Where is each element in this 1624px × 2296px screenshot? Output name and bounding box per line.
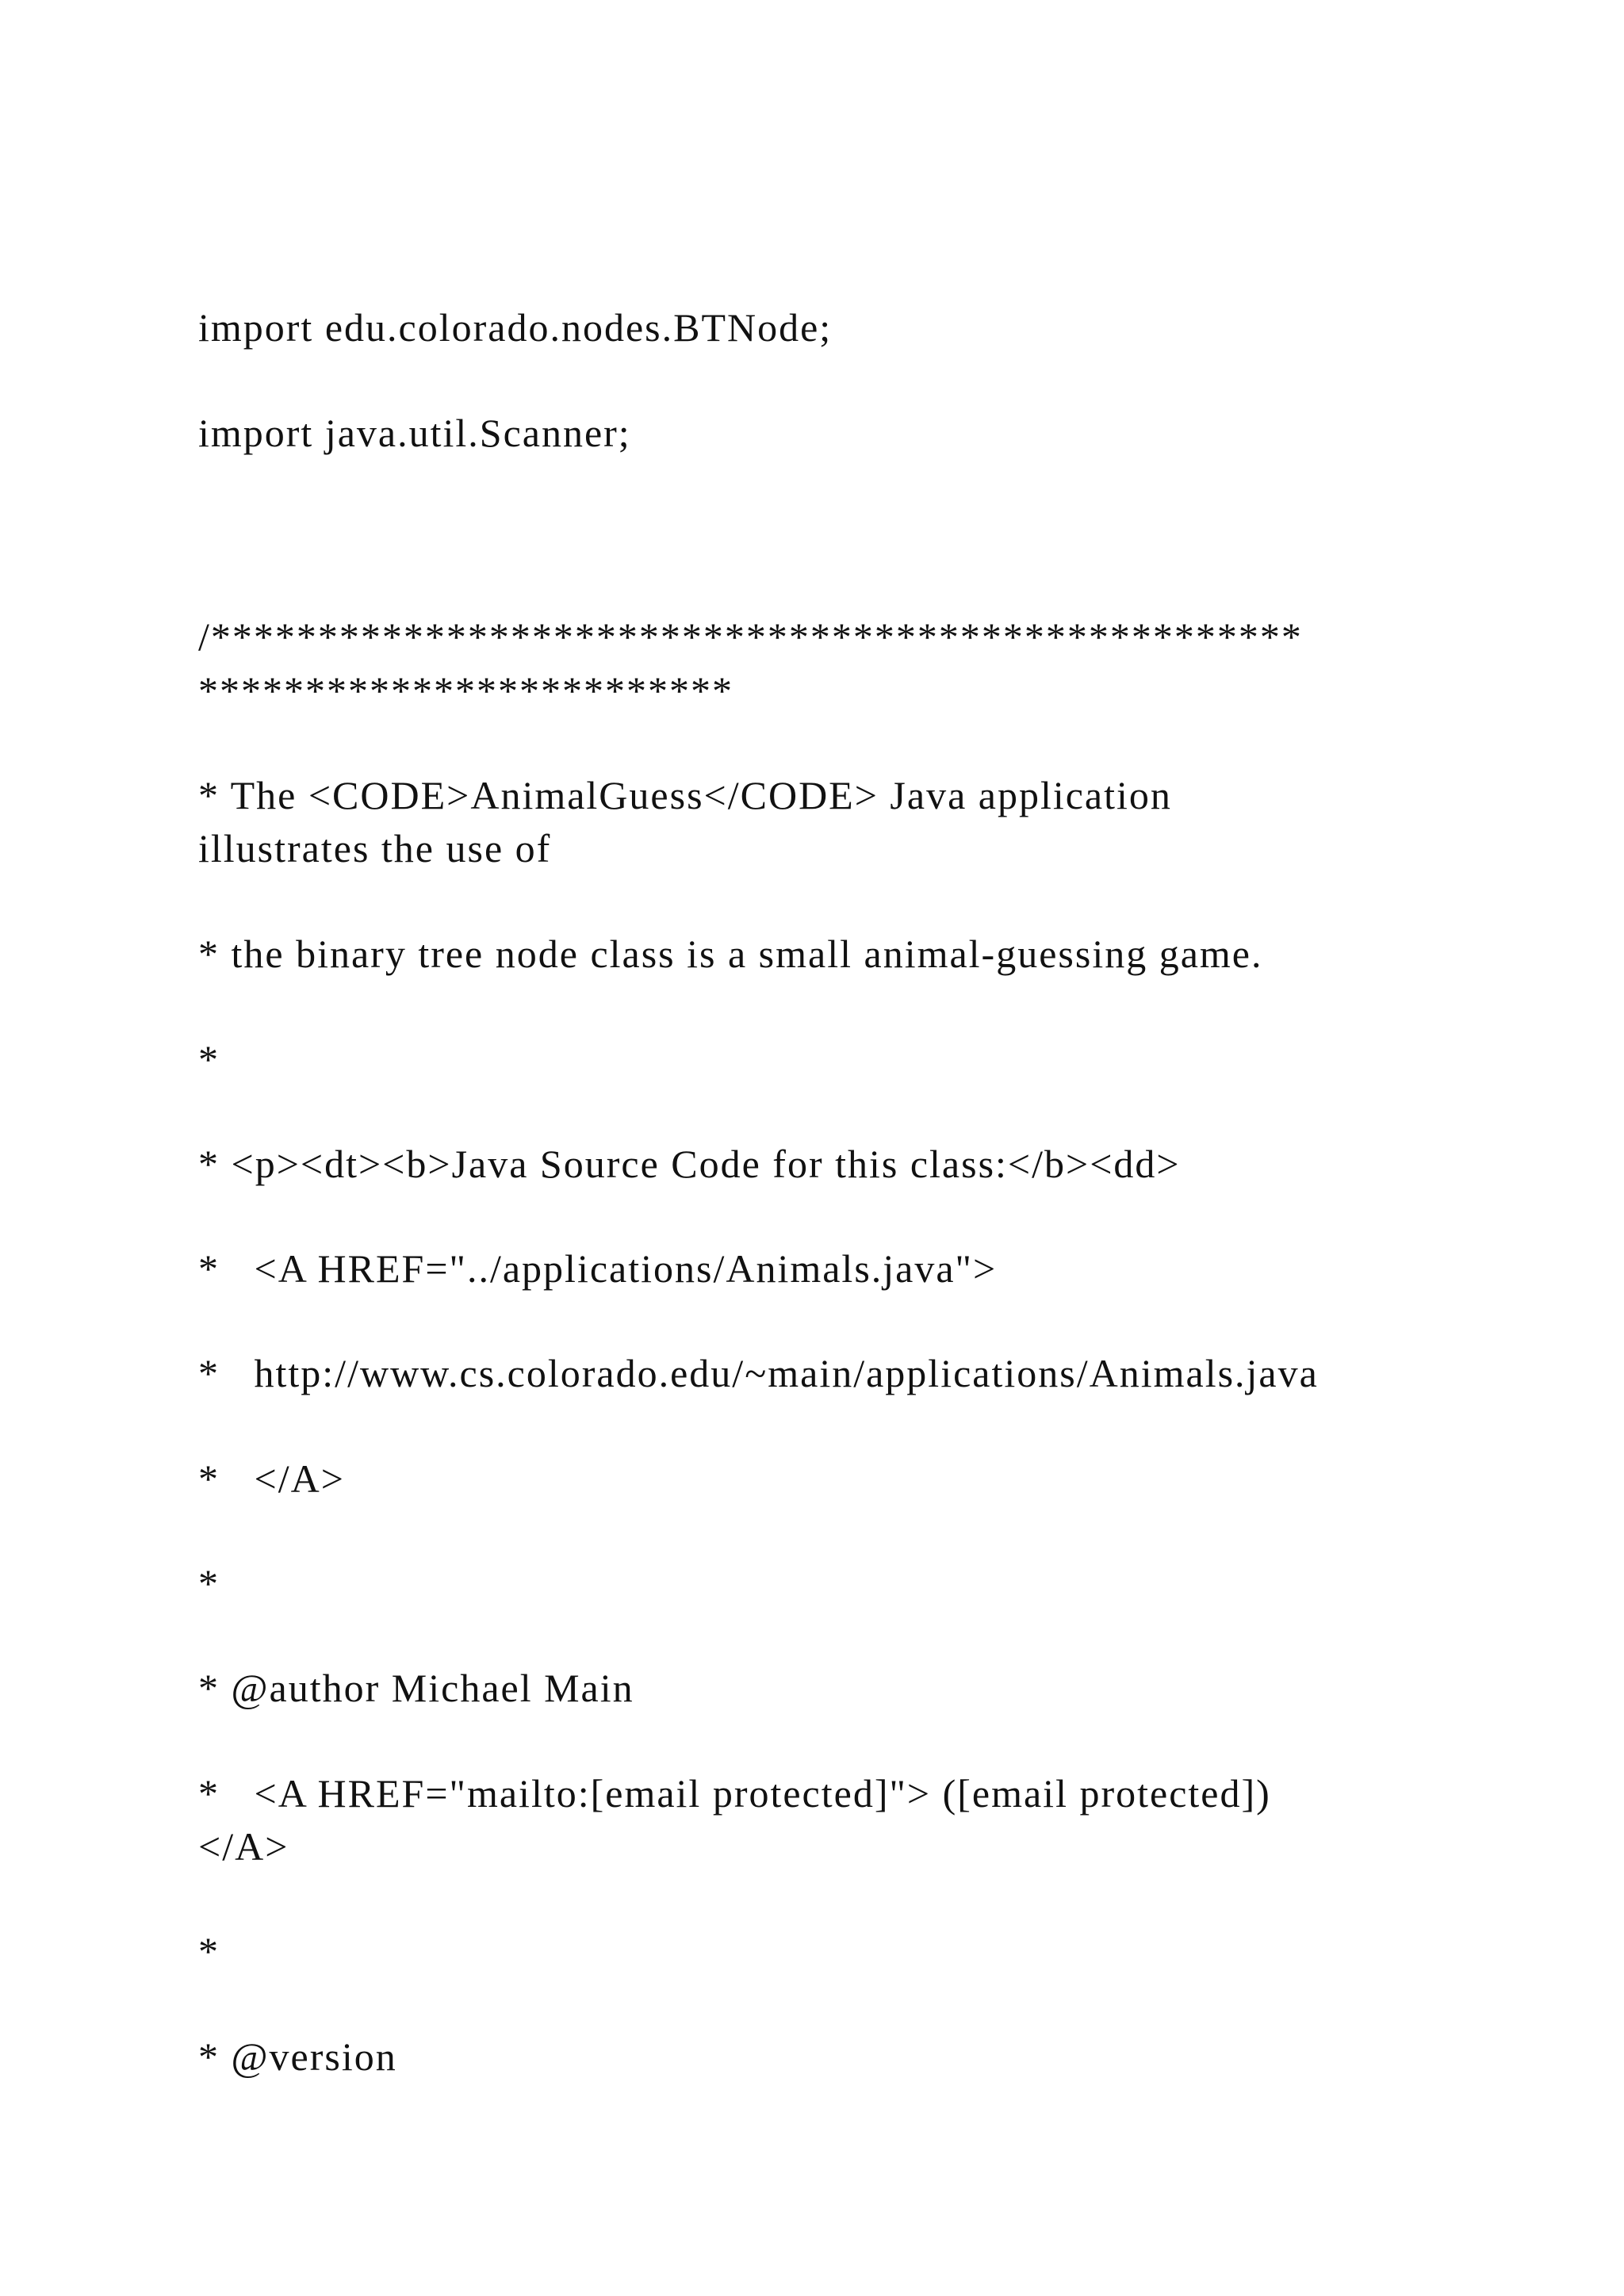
import-btnode-line: import edu.colorado.nodes.BTNode;	[198, 305, 833, 350]
href-animals-line: * <A HREF="../applications/Animals.java">	[198, 1246, 998, 1291]
comment-stars-line: *************************	[198, 668, 733, 713]
comment-blank-line-3: *	[198, 1929, 220, 1973]
mailto-line: * <A HREF="mailto:[email protected]"> ([email protected])	[198, 1771, 1271, 1816]
author-line: * @author Michael Main	[198, 1666, 634, 1710]
description-line-1: * The <CODE>AnimalGuess</CODE> Java application	[198, 773, 1172, 817]
comment-open-line: /***************************************************	[198, 614, 1303, 659]
description-line-3: * the binary tree node class is a small animal-guessing game.	[198, 932, 1263, 976]
source-code-heading-line: * <p><dt><b>Java Source Code for this class:</b><dd>	[198, 1142, 1181, 1186]
description-line-2: illustrates the use of	[198, 826, 552, 871]
import-scanner-line: import java.util.Scanner;	[198, 411, 631, 455]
comment-blank-line-1: *	[198, 1037, 220, 1081]
version-line: * @version	[198, 2034, 397, 2079]
animals-url-line: * http://www.cs.colorado.edu/~main/applications/Animals.java	[198, 1351, 1319, 1395]
comment-blank-line-2: *	[198, 1561, 220, 1605]
close-anchor-line: * </A>	[198, 1456, 345, 1501]
mailto-close-line: </A>	[198, 1824, 289, 1869]
